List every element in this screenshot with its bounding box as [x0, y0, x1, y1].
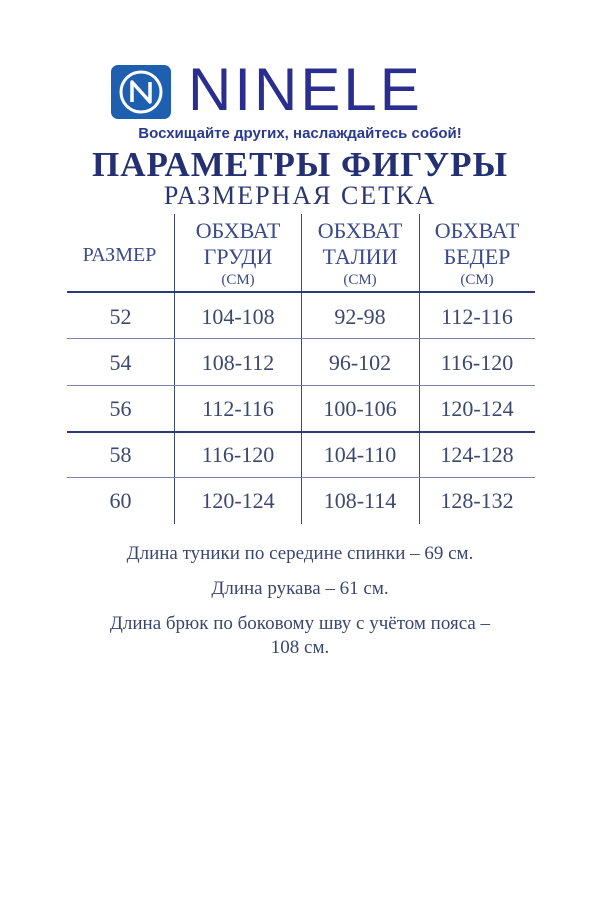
table-cell: 54	[109, 350, 132, 375]
table-cell: 120-124	[201, 488, 275, 513]
page-title: ПАРАМЕТРЫ ФИГУРЫ	[92, 145, 508, 184]
header-waist: ОБХВАТ ТАЛИИ (СМ)	[317, 218, 403, 288]
size-table	[67, 214, 535, 524]
table-cell: 52	[109, 304, 132, 329]
row-divider	[67, 338, 535, 339]
table-cell: 124-128	[440, 442, 514, 467]
table-cell: 112-116	[441, 304, 513, 329]
note-trousers-length: Длина брюк по боковому шву с учётом пояса –	[109, 613, 491, 634]
table-cell: 58	[109, 442, 132, 467]
table-cell: 116-120	[201, 442, 275, 467]
table-cell: 56	[109, 396, 132, 421]
row-divider	[67, 477, 535, 478]
note-tunic-length: Длина туники по середине спинки – 69 см.	[126, 543, 474, 564]
table-cell: 104-108	[201, 304, 275, 329]
table-cell: 100-106	[323, 396, 397, 421]
brand-slogan: Восхищайте других, наслаждайтесь собой!	[138, 125, 462, 142]
note-sleeve-length: Длина рукава – 61 см.	[211, 578, 389, 599]
table-cell: 120-124	[440, 396, 514, 421]
table-cell: 96-102	[328, 350, 392, 375]
brand-logo	[110, 58, 510, 128]
table-cell: 92-98	[334, 304, 386, 329]
table-cell: 108-112	[201, 350, 275, 375]
logo-emblem-icon	[110, 64, 172, 120]
row-divider	[67, 385, 535, 386]
header-chest: ОБХВАТ ГРУДИ (СМ)	[195, 218, 281, 288]
brand-name: NINELE	[188, 56, 423, 123]
header-size: РАЗМЕР	[82, 244, 157, 266]
note-trousers-length-value: 108 см.	[270, 637, 330, 658]
row-divider	[67, 431, 535, 433]
header-divider	[67, 291, 535, 293]
table-cell: 104-110	[323, 442, 397, 467]
table-cell: 60	[109, 488, 132, 513]
table-cell: 128-132	[440, 488, 514, 513]
table-cell: 116-120	[440, 350, 514, 375]
table-cell: 112-116	[202, 396, 274, 421]
page-subtitle: РАЗМЕРНАЯ СЕТКА	[163, 181, 437, 210]
table-cell: 108-114	[323, 488, 397, 513]
header-hips: ОБХВАТ БЕДЕР (СМ)	[434, 218, 520, 288]
